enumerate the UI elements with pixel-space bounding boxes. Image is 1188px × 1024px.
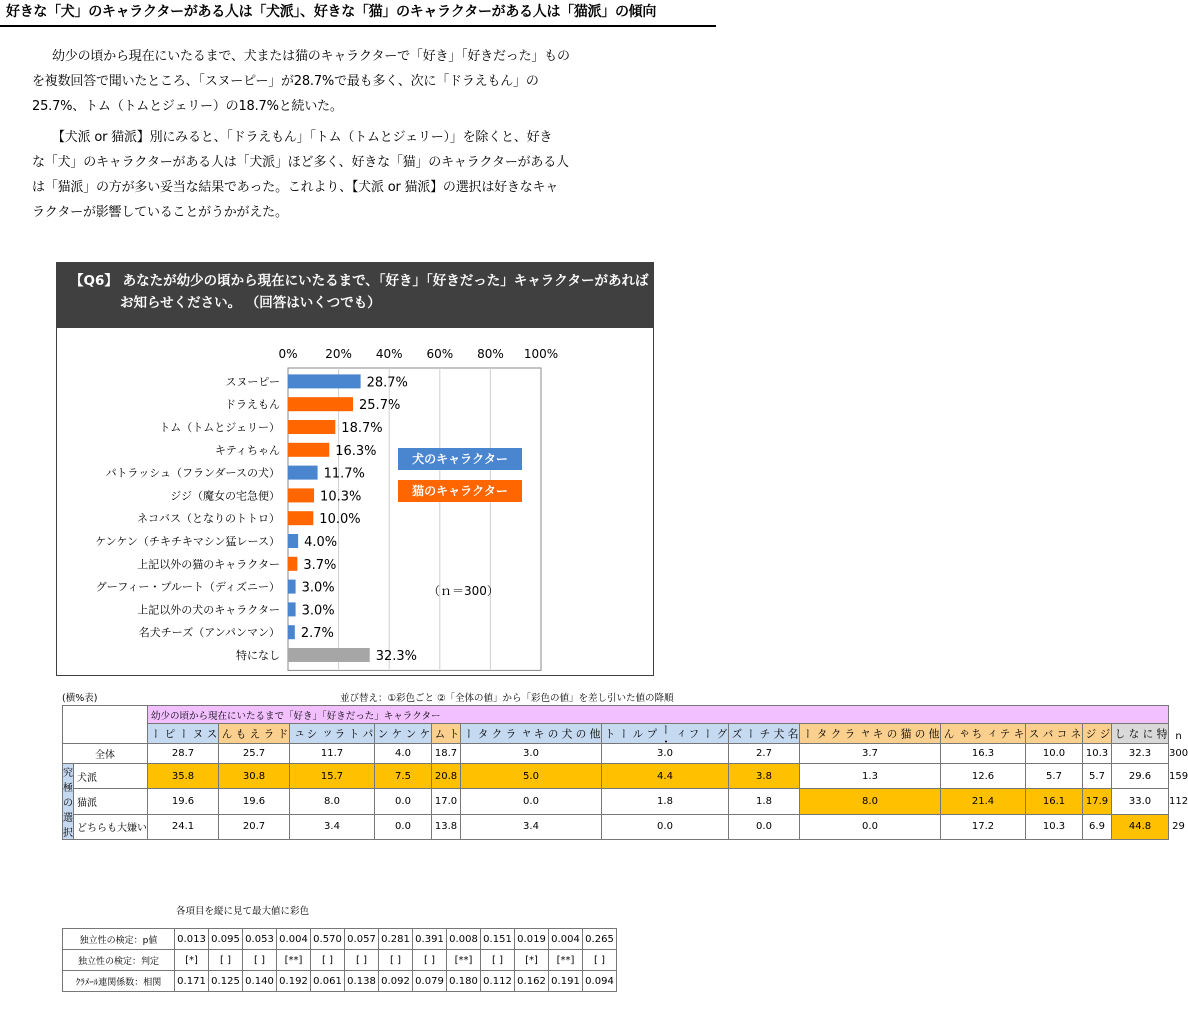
paragraph-line-5: な「犬」のキャラクターがある人は「犬派」ほど多く、好きな「猫」のキャラクターがある人: [32, 155, 569, 170]
test-value: 0.004: [277, 929, 311, 950]
column-header: グーフィー・プルート: [603, 724, 728, 748]
test-value: 0.140: [243, 971, 277, 992]
crosstab-sort-note: 並び替え：①彩色ごと ②「全体の値」から「彩色の値」を差し引いた値の降順: [340, 693, 674, 704]
cell-value: 1.8: [729, 789, 800, 814]
crosstab-row: [63, 789, 1188, 814]
cell-value: 28.7: [148, 744, 219, 764]
cell-value: 4.0: [375, 744, 432, 764]
cell-value: 17.9: [1083, 789, 1112, 814]
bar: [288, 374, 361, 388]
cell-value: 8.0: [800, 789, 941, 814]
crosstab-header: 幼少の頃から現在にいたるまで「好き」「好きだった」キャラクター: [148, 706, 1169, 724]
cell-value: 5.0: [461, 764, 602, 789]
row-n: 300: [1169, 748, 1188, 759]
test-value: [*]: [175, 950, 209, 971]
test-value: 0.112: [481, 971, 515, 992]
value-label: 4.0%: [304, 535, 338, 550]
question-box: [56, 262, 654, 328]
cell-value: 1.8: [602, 789, 729, 814]
cell-value: 3.0: [461, 744, 602, 764]
category-label: トム（トムとジェリー）: [159, 421, 280, 434]
test-value: [ ]: [243, 950, 277, 971]
test-value: [**]: [447, 950, 481, 971]
paragraph-line-7: ラクターが影響していることがうかがえた。: [32, 205, 288, 220]
test-value: [ ]: [583, 950, 617, 971]
row-n: 112: [1169, 795, 1188, 807]
test-value: 0.180: [447, 971, 481, 992]
sample-size-label: （ｎ＝300）: [428, 584, 499, 598]
cell-value: 3.7: [800, 744, 941, 764]
side-label: 究極の選択: [63, 764, 74, 840]
question-line-1: 【Q6】 あなたが幼少の頃から現在にいたるまで、「好き」「好きだった」キャラクターがあれば: [70, 273, 649, 289]
bar: [288, 602, 296, 616]
test-value: 0.019: [515, 929, 549, 950]
x-tick-label: 100%: [523, 347, 559, 361]
bar: [288, 397, 353, 411]
test-row: [63, 971, 617, 992]
cell-value: 29.6: [1112, 764, 1169, 789]
cell-value: 15.7: [290, 764, 375, 789]
test-value: 0.057: [345, 929, 379, 950]
cell-value: 0.0: [375, 814, 432, 839]
value-label: 3.7%: [303, 557, 337, 573]
x-tick-label: 80%: [477, 347, 504, 361]
cell-value: 4.4: [602, 764, 729, 789]
bar: [288, 580, 296, 594]
test-value: 0.162: [515, 971, 549, 992]
test-value: [ ]: [379, 950, 413, 971]
column-header: スヌーピー: [148, 724, 219, 744]
cell-value: 0.0: [375, 789, 432, 814]
bar: [288, 443, 329, 457]
test-value: 0.151: [481, 929, 515, 950]
column-header: ケンケン: [375, 724, 432, 744]
crosstab-row: [63, 814, 1188, 839]
test-value: 0.079: [413, 971, 447, 992]
cell-value: 10.3: [1026, 814, 1083, 839]
test-value: 0.008: [447, 929, 481, 950]
value-label: 2.7%: [300, 626, 334, 642]
category-label: パトラッシュ（フランダースの犬）: [105, 466, 280, 480]
test-value: 0.570: [311, 929, 345, 950]
category-label: キティちゃん: [214, 443, 280, 457]
test-value: 0.281: [379, 929, 413, 950]
value-label: 10.0%: [319, 512, 361, 528]
column-header: ネコバス: [1026, 724, 1083, 744]
cell-value: 18.7: [432, 744, 461, 764]
cell-value: 5.7: [1026, 764, 1083, 789]
category-label: ケンケン（チキチキマシン猛レース）: [95, 535, 280, 548]
column-header: 他の犬のキャラクター: [461, 724, 602, 744]
column-header: ジジ: [1083, 724, 1112, 744]
crosstab-row: [63, 764, 1188, 789]
cell-value: 30.8: [219, 764, 290, 789]
value-label: 18.7%: [341, 421, 383, 436]
test-value: [ ]: [481, 950, 515, 971]
page-title: 好きな「犬」のキャラクターがある人は「犬派」、好きな「猫」のキャラクターがある人は「猫派」の傾向: [0, 0, 716, 27]
category-label: ジジ（魔女の宅急便）: [170, 489, 280, 503]
cell-value: 35.8: [148, 764, 219, 789]
tests-table: [62, 928, 617, 992]
column-header: キティちゃん: [941, 724, 1026, 744]
value-label: 3.0%: [301, 580, 335, 596]
column-header: 特になし: [1112, 724, 1169, 744]
value-label: 28.7%: [366, 375, 408, 391]
category-label: 特になし: [236, 649, 280, 662]
paragraph-line-2: を複数回答で聞いたところ、「スヌーピー」が28.7%で最も多く、次に「ドラえもん」の: [32, 74, 539, 89]
cell-value: 0.0: [461, 789, 602, 814]
test-value: 0.171: [175, 971, 209, 992]
row-n: 29: [1172, 821, 1185, 833]
cell-value: 33.0: [1112, 789, 1169, 814]
cell-value: 24.1: [148, 814, 219, 839]
column-header: トム: [432, 724, 461, 744]
value-label: 10.3%: [320, 489, 362, 505]
category-label: ドラえもん: [225, 398, 280, 412]
cell-value: 19.6: [148, 789, 219, 814]
cell-value: 17.2: [941, 814, 1026, 839]
x-tick-label: 20%: [325, 347, 352, 361]
cell-value: 20.8: [432, 764, 461, 789]
legend-dog: 犬のキャラクター: [398, 448, 522, 470]
bar: [288, 466, 318, 480]
test-value: [ ]: [311, 950, 345, 971]
test-value: [**]: [277, 950, 311, 971]
category-label: 上記以外の犬のキャラクター: [137, 603, 280, 617]
cell-value: 13.8: [432, 814, 461, 839]
test-label: ｸﾗﾒｰﾙ連関係数：相関: [63, 971, 175, 992]
value-label: 3.0%: [301, 603, 335, 619]
row-label: どちらも大嫌い: [74, 814, 148, 839]
value-label: 32.3%: [375, 649, 418, 664]
test-value: [*]: [515, 950, 549, 971]
bar: [288, 648, 370, 662]
test-value: 0.095: [209, 929, 243, 950]
test-row: [63, 929, 617, 950]
test-value: 0.061: [311, 971, 345, 992]
test-value: 0.013: [175, 929, 209, 950]
test-value: [ ]: [345, 950, 379, 971]
cell-value: 25.7: [219, 744, 290, 764]
cell-value: 16.3: [941, 744, 1026, 764]
bar-chart: [56, 340, 654, 670]
category-label: 上記以外の猫のキャラクター: [137, 557, 280, 571]
paragraph-line-4: 【犬派 or 猫派】別にみると、「ドラえもん」「トム（トムとジェリー）」を除くと、好き: [52, 130, 553, 145]
cell-value: 10.0: [1026, 744, 1083, 764]
cell-value: 1.3: [800, 764, 941, 789]
cell-value: 20.7: [219, 814, 290, 839]
x-tick-label: 40%: [375, 347, 403, 361]
crosstab-row: [63, 744, 1188, 764]
cell-value: 3.4: [290, 814, 375, 839]
cell-value: 3.8: [729, 764, 800, 789]
cell-value: 3.4: [461, 814, 602, 839]
bar: [288, 488, 314, 502]
column-header: ドラえもん: [219, 724, 290, 744]
row-label: 全体: [63, 744, 148, 764]
legend-cat: 猫のキャラクター: [398, 480, 522, 502]
row-label: 犬派: [74, 764, 148, 789]
test-value: 0.094: [583, 971, 617, 992]
cell-value: 2.7: [729, 744, 800, 764]
bar: [288, 511, 313, 525]
bar: [288, 534, 298, 548]
category-label: スヌーピー: [225, 375, 280, 389]
test-value: [**]: [549, 950, 583, 971]
test-value: 0.138: [345, 971, 379, 992]
column-header: パトラッシュ: [290, 724, 375, 744]
cell-value: 21.4: [941, 789, 1026, 814]
test-label: 独立性の検定：判定: [63, 950, 175, 971]
x-tick-label: 60%: [426, 347, 454, 361]
test-value: 0.192: [277, 971, 311, 992]
cell-value: 8.0: [290, 789, 375, 814]
row-label: 猫派: [74, 789, 148, 814]
column-header: 他の猫のキャラクター: [800, 724, 941, 744]
value-label: 16.3%: [335, 443, 377, 459]
crosstab-unit: (横%表): [62, 693, 98, 704]
test-value: [ ]: [209, 950, 243, 971]
test-label: 独立性の検定：p値: [63, 929, 175, 950]
crosstab-corner: [63, 706, 148, 744]
question-line-2: お知らせください。 （回答はいくつでも）: [120, 295, 381, 311]
test-value: 0.053: [243, 929, 277, 950]
row-n: 159: [1169, 770, 1188, 782]
cell-value: 12.6: [941, 764, 1026, 789]
paragraph-line-3: 25.7%、トム（トムとジェリー）の18.7%と続いた。: [32, 99, 343, 114]
crosstab-note: 各項目を縦に見て最大値に彩色: [176, 906, 310, 917]
cell-value: 32.3: [1112, 744, 1169, 764]
test-value: 0.191: [549, 971, 583, 992]
crosstab-table: [62, 705, 1188, 840]
n-header: n: [1175, 730, 1182, 742]
test-value: 0.004: [549, 929, 583, 950]
test-value: 0.391: [413, 929, 447, 950]
value-label: 25.7%: [359, 398, 401, 414]
test-value: 0.265: [583, 929, 617, 950]
test-row: [63, 950, 617, 971]
cell-value: 0.0: [800, 814, 941, 839]
value-label: 11.7%: [323, 466, 365, 482]
cell-value: 11.7: [290, 744, 375, 764]
cell-value: 44.8: [1112, 814, 1169, 839]
test-value: [ ]: [413, 950, 447, 971]
cell-value: 19.6: [219, 789, 290, 814]
cell-value: 10.3: [1083, 744, 1112, 764]
x-tick-label: 0%: [278, 347, 298, 361]
bar: [288, 625, 295, 639]
paragraph-line-6: は「猫派」の方が多い妥当な結果であった。これより、【犬派 or 猫派】の選択は好きなキャ: [32, 180, 559, 195]
paragraph-line-1: 幼少の頃から現在にいたるまで、犬または猫のキャラクターで「好き」「好きだった」もの: [52, 49, 570, 64]
bar: [288, 557, 297, 571]
cell-value: 0.0: [602, 814, 729, 839]
category-label: ネコバス（となりのトトロ）: [137, 512, 280, 526]
cell-value: 0.0: [729, 814, 800, 839]
column-header: 名犬チーズ: [729, 724, 800, 744]
cell-value: 3.0: [602, 744, 729, 764]
cell-value: 7.5: [375, 764, 432, 789]
category-label: グーフィー・プルート（ディズニー）: [95, 580, 280, 594]
cell-value: 6.9: [1083, 814, 1112, 839]
category-label: 名犬チーズ（アンパンマン）: [138, 626, 280, 640]
cell-value: 17.0: [432, 789, 461, 814]
cell-value: 16.1: [1026, 789, 1083, 814]
test-value: 0.092: [379, 971, 413, 992]
cell-value: 5.7: [1083, 764, 1112, 789]
bar: [288, 420, 335, 434]
test-value: 0.125: [209, 971, 243, 992]
